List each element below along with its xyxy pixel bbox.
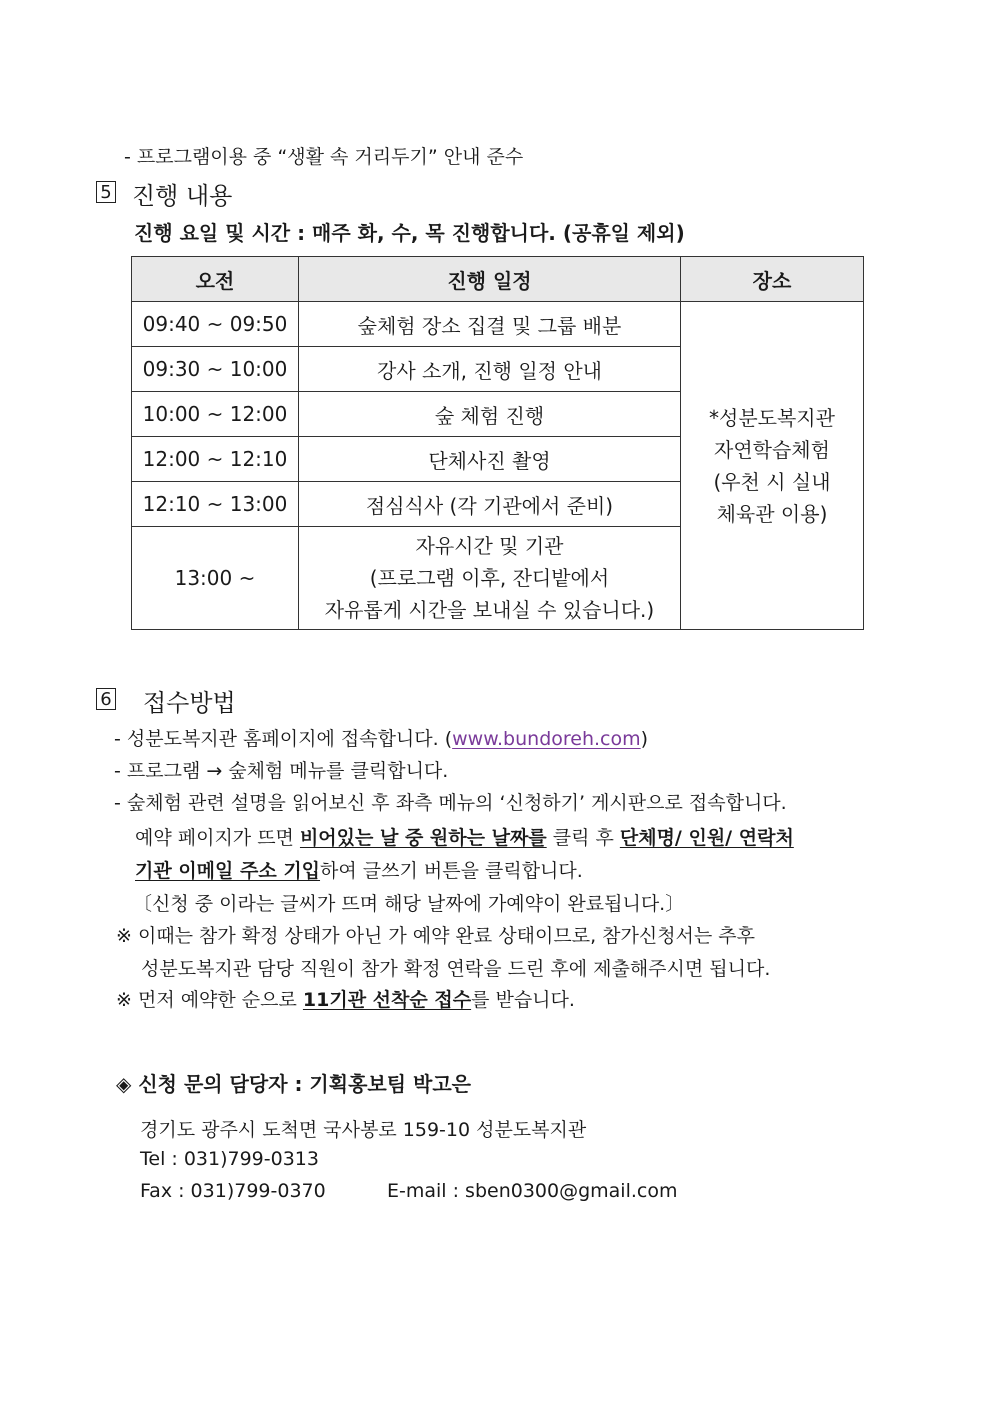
row-time: 13:00 ~ bbox=[132, 527, 299, 630]
section6-line2: - 프로그램 → 숲체험 메뉴를 클릭합니다. bbox=[114, 760, 449, 782]
row-time: 09:40 ~ 09:50 bbox=[132, 302, 299, 347]
contact-email: E-mail : sben0300@gmail.com bbox=[387, 1180, 678, 1202]
section6-line6: 〔신청 중 이라는 글씨가 뜨며 해당 날짜에 가예약이 완료됩니다.〕 bbox=[133, 893, 685, 915]
table-row bbox=[132, 302, 864, 347]
section6-line5 bbox=[135, 856, 583, 883]
place-line: 자연학습체험 bbox=[714, 437, 830, 462]
note2-text: ※ 먼저 예약한 순으로 bbox=[116, 989, 303, 1011]
row-time: 12:00 ~ 12:10 bbox=[132, 437, 299, 482]
contact-title: ◈ 신청 문의 담당자 : 기획홍보팀 박고은 bbox=[116, 1072, 471, 1096]
row-activity: 숲체험 장소 집결 및 그룹 배분 bbox=[299, 302, 681, 347]
section6-title: 접수방법 bbox=[143, 689, 236, 717]
homepage-link[interactable]: www.bundoreh.com bbox=[452, 728, 641, 750]
contact-fax: Fax : 031)799-0370 bbox=[140, 1180, 326, 1202]
note2-emphasis: 11기관 선착순 접수 bbox=[302, 989, 472, 1011]
schedule-table bbox=[131, 256, 864, 630]
section6-number-box: 6 bbox=[96, 688, 116, 710]
section6-note1-cont: 성분도복지관 담당 직원이 참가 확정 연락을 드린 후에 제출해주시면 됩니다. bbox=[141, 958, 771, 980]
row-activity: 점심식사 (각 기관에서 준비) bbox=[299, 482, 681, 527]
place-line: (우천 시 실내 bbox=[713, 469, 831, 494]
section5-title: 진행 내용 bbox=[132, 182, 233, 210]
row-time: 12:10 ~ 13:00 bbox=[132, 482, 299, 527]
section6-line1 bbox=[114, 724, 648, 751]
activity-line: (프로그램 이후, 잔디밭에서 bbox=[369, 566, 610, 590]
section6-line4 bbox=[135, 823, 794, 850]
place-cell bbox=[681, 302, 864, 630]
row-activity: 강사 소개, 진행 일정 안내 bbox=[299, 347, 681, 392]
header-morning: 오전 bbox=[132, 257, 299, 302]
row-time: 09:30 ~ 10:00 bbox=[132, 347, 299, 392]
line1-text: - 성분도복지관 홈페이지에 접속합니다. ( bbox=[114, 728, 453, 750]
activity-line: 자유시간 및 기관 bbox=[415, 534, 564, 558]
row-time: 10:00 ~ 12:00 bbox=[132, 392, 299, 437]
section5-subtitle: 진행 요일 및 시간 : 매주 화, 수, 목 진행합니다. (공휴일 제외) bbox=[134, 221, 685, 245]
line1-close: ) bbox=[640, 728, 649, 750]
row-activity: 단체사진 촬영 bbox=[299, 437, 681, 482]
header-schedule: 진행 일정 bbox=[299, 257, 681, 302]
place-line: *성분도복지관 bbox=[709, 405, 835, 430]
line5-emphasis-email: 기관 이메일 주소 기입 bbox=[135, 860, 321, 882]
row-activity-multiline bbox=[299, 527, 681, 630]
activity-line: 자유롭게 시간을 보내실 수 있습니다.) bbox=[324, 598, 655, 622]
row-activity: 숲 체험 진행 bbox=[299, 392, 681, 437]
header-place: 장소 bbox=[681, 257, 864, 302]
line4-text-mid: 클릭 후 bbox=[546, 827, 620, 849]
table-header-row bbox=[132, 257, 864, 302]
section6-note1: ※ 이때는 참가 확정 상태가 아닌 가 예약 완료 상태이므로, 참가신청서는 추후 bbox=[116, 925, 756, 947]
place-line: 체육관 이용) bbox=[716, 501, 828, 526]
line4-text: 예약 페이지가 뜨면 bbox=[135, 827, 300, 849]
note2-text-end: 를 받습니다. bbox=[471, 989, 575, 1011]
line5-text: 하여 글쓰기 버튼을 클릭합니다. bbox=[320, 860, 583, 882]
section5-number-box: 5 bbox=[96, 181, 116, 203]
contact-address: 경기도 광주시 도척면 국사봉로 159-10 성분도복지관 bbox=[140, 1119, 587, 1141]
contact-tel: Tel : 031)799-0313 bbox=[140, 1148, 319, 1170]
line4-emphasis-date: 비어있는 날 중 원하는 날짜를 bbox=[299, 827, 547, 849]
section6-note2 bbox=[116, 985, 575, 1012]
section6-line3: - 숲체험 관련 설명을 읽어보신 후 좌측 메뉴의 ‘신청하기’ 게시판으로 접속합니다. bbox=[114, 792, 787, 814]
line4-emphasis-info: 단체명/ 인원/ 연락처 bbox=[619, 827, 794, 849]
top-note: - 프로그램이용 중 “생활 속 거리두기” 안내 준수 bbox=[124, 146, 524, 168]
